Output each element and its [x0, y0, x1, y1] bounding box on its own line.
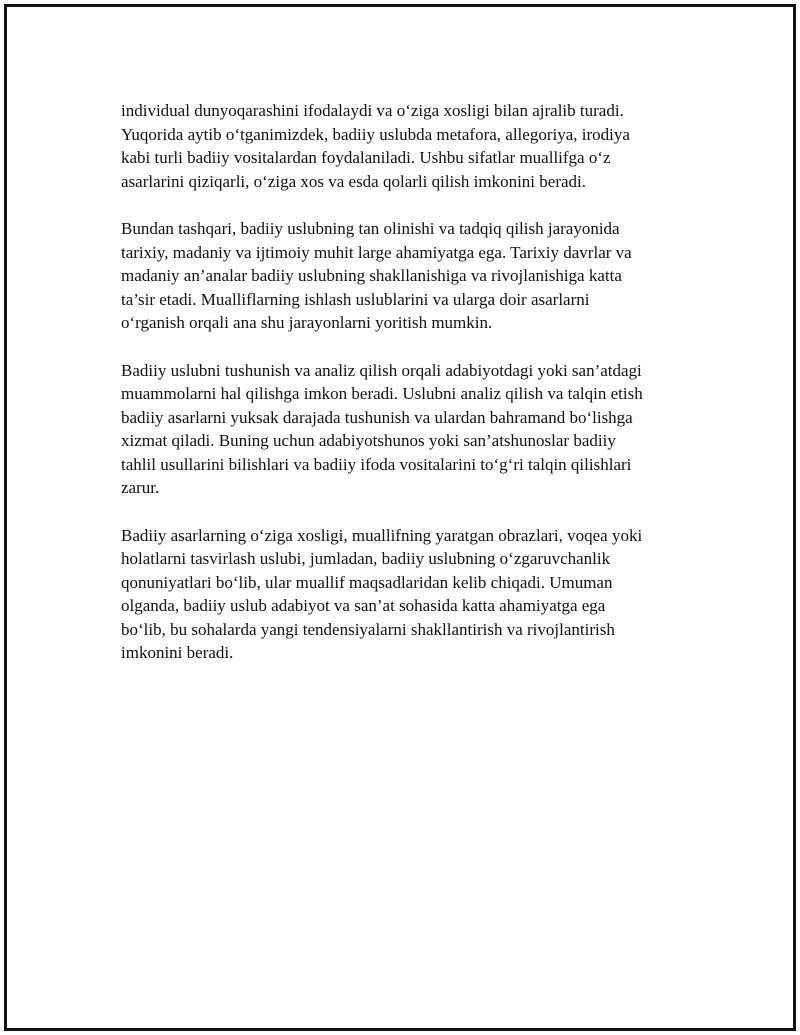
- text-line: Badiiy asarlarning o‘ziga xosligi, muallifning yaratgan obrazlari, voqea yoki: [121, 525, 643, 545]
- paragraph-1: [121, 99, 701, 193]
- paragraph-2: [121, 217, 701, 335]
- text-line: asarlarini qiziqarli, o‘ziga xos va esda qolarli qilish imkonini beradi.: [121, 171, 587, 191]
- text-line: olganda, badiiy uslub adabiyot va san’at sohasida katta ahamiyatga ega: [121, 596, 606, 615]
- text-line: badiiy asarlarni yuksak darajada tushunish va ulardan bahramand bo‘lishga: [121, 407, 633, 427]
- text-line: madaniy an’analar badiiy uslubning shakllanishiga va rivojlanishiga katta: [121, 266, 622, 285]
- text-line: Bundan tashqari, badiiy uslubning tan olinishi va tadqiq qilish jarayonida: [121, 219, 620, 238]
- text-line: imkonini beradi.: [121, 643, 234, 662]
- text-line: tahlil usullarini bilishlari va badiiy ifoda vositalarini to‘g‘ri talqin qilishlari: [121, 454, 632, 474]
- text-line: bo‘lib, bu sohalarda yangi tendensiyalarni shakllantirish va rivojlantirish: [121, 619, 615, 639]
- text-line: Badiiy uslubni tushunish va analiz qilish orqali adabiyotdagi yoki san’atdagi: [121, 360, 642, 380]
- text-line: zarur.: [121, 478, 160, 497]
- text-line: ta’sir etadi. Mualliflarning ishlash uslublarini va ularga doir asarlarni: [121, 289, 590, 309]
- text-line: Yuqorida aytib o‘tganimizdek, badiiy uslubda metafora, allegoriya, irodiya: [121, 124, 630, 144]
- text-line: xizmat qiladi. Buning uchun adabiyotshunos yoki san’atshunoslar badiiy: [121, 431, 616, 450]
- text-line: kabi turli badiiy vositalardan foydalaniladi. Ushbu sifatlar muallifga o‘z: [121, 148, 611, 167]
- document-body: [121, 99, 701, 689]
- text-line: qonuniyatlari bo‘lib, ular muallif maqsadlaridan kelib chiqadi. Umuman: [121, 572, 613, 592]
- page-frame: [4, 4, 796, 1031]
- paragraph-3: [121, 359, 701, 500]
- text-line: o‘rganish orqali ana shu jarayonlarni yoritish mumkin.: [121, 313, 493, 332]
- text-line: tarixiy, madaniy va ijtimoiy muhit large ahamiyatga ega. Tarixiy davrlar va: [121, 242, 632, 262]
- text-line: muammolarni hal qilishga imkon beradi. Uslubni analiz qilish va talqin etish: [121, 384, 643, 403]
- text-line: holatlarni tasvirlash uslubi, jumladan, badiiy uslubning o‘zgaruvchanlik: [121, 549, 611, 568]
- paragraph-4: [121, 524, 701, 665]
- text-line: individual dunyoqarashini ifodalaydi va o‘ziga xosligi bilan ajralib turadi.: [121, 101, 624, 120]
